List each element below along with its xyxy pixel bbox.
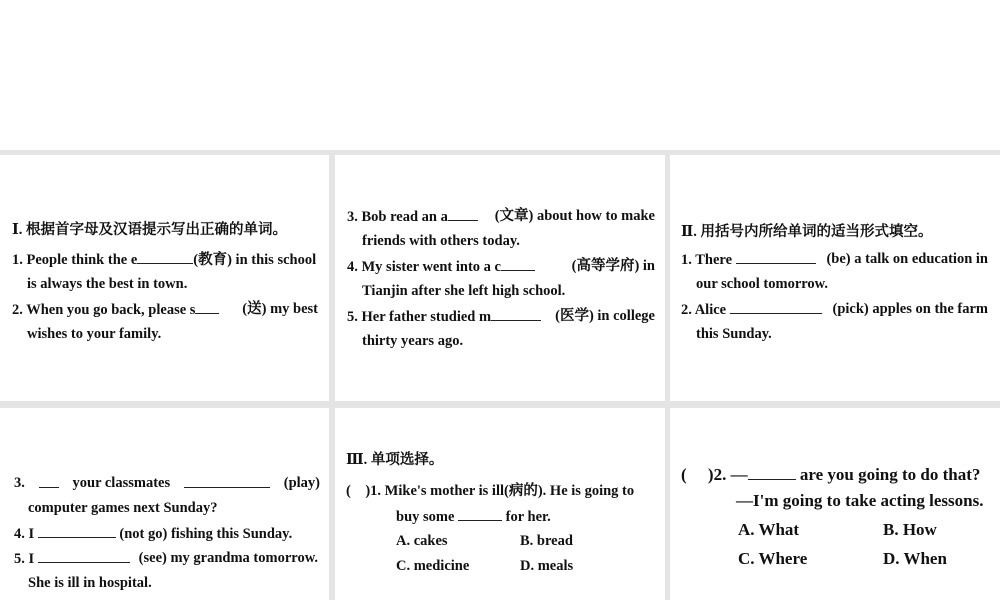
s2-q5-line1 [14, 549, 318, 568]
s3-q1-option-a[interactable]: A. cakes [396, 533, 448, 549]
s1-q4-line2: Tianjin after she left high school. [362, 283, 566, 299]
s3-q2-blank[interactable] [748, 464, 796, 480]
section2-heading: Ⅱ. 用括号内所给单词的适当形式填空。 [681, 224, 933, 240]
s2-q4-text-a: 4. I [14, 526, 35, 542]
s2-q2-blank[interactable] [730, 300, 822, 314]
s2-q3-blank2[interactable] [184, 474, 270, 488]
s3-q2-paren[interactable]: ( [681, 465, 687, 484]
s2-q3-text-c: (play) [283, 475, 320, 491]
s1-q5-blank[interactable] [491, 307, 541, 321]
s2-q2-text-b: (pick) apples on the farm [832, 301, 988, 317]
s1-q4-line1 [347, 257, 655, 276]
s2-q2-line2: this Sunday. [696, 326, 772, 342]
s3-q1-text-a: )1. Mike's mother is ill(病的). He is going to [365, 483, 635, 499]
s1-q5-text-a: 5. Her father studied m [347, 309, 492, 325]
panel-section3-part1 [335, 408, 665, 600]
s2-q1-blank[interactable] [736, 250, 816, 264]
s3-q1-option-b[interactable]: B. bread [520, 533, 573, 549]
s2-q2-text-a: 2. Alice [681, 302, 727, 318]
s3-q2-option-b[interactable]: B. How [883, 520, 937, 539]
s1-q5-text-b: (医学) in college [555, 308, 655, 324]
s3-q1-option-d[interactable]: D. meals [520, 558, 574, 574]
s2-q4-text-b: (not go) fishing this Sunday. [119, 526, 293, 542]
s1-q1-text-b: (教育) in this school [193, 252, 317, 268]
s1-q3-blank[interactable] [448, 207, 478, 221]
worksheet-grid [0, 150, 1000, 600]
s2-q5-text-b: (see) my grandma tomorrow. [138, 550, 318, 566]
s3-q1-line2 [396, 507, 551, 526]
s3-q1-paren[interactable]: ( [346, 483, 351, 499]
s1-q2-text-a: 2. When you go back, please s [12, 302, 196, 318]
s3-q1-blank[interactable] [458, 507, 502, 521]
section3-heading: Ⅲ. 单项选择。 [346, 452, 444, 468]
s1-q2-blank[interactable] [195, 300, 219, 314]
s3-q2-option-d[interactable]: D. When [883, 549, 947, 568]
s3-q1-text-c: for her. [505, 509, 551, 525]
panel-section2-part2 [0, 408, 329, 600]
s1-q1-line2: is always the best in town. [27, 276, 188, 292]
s3-q2-line1 [681, 464, 980, 484]
s2-q4-blank[interactable] [38, 524, 116, 538]
top-blank-area [0, 0, 1000, 150]
s2-q3-line2: computer games next Sunday? [28, 500, 218, 516]
s1-q4-blank[interactable] [501, 257, 535, 271]
s1-q3-text-b: (文章) about how to make [494, 208, 655, 224]
s1-q1-text-a: 1. People think the e [12, 252, 138, 268]
s2-q3-line1 [14, 474, 320, 492]
s2-q4-line1 [14, 524, 292, 543]
section1-heading: Ⅰ. 根据首字母及汉语提示写出正确的单词。 [12, 222, 288, 238]
s2-q1-text-b: (be) a talk on education in [826, 251, 988, 267]
s3-q2-option-c[interactable]: C. Where [738, 549, 808, 568]
s2-q3-text-b: your classmates [72, 475, 171, 491]
s3-q2-text-a: )2. — [707, 465, 748, 484]
s3-q1-option-c[interactable]: C. medicine [396, 558, 470, 574]
s1-q1-line1 [12, 250, 316, 269]
s2-q3-text-a: 3. [14, 475, 25, 491]
s1-q3-line2: friends with others today. [362, 233, 520, 249]
panel-section3-part2 [670, 408, 1000, 600]
s2-q5-blank[interactable] [38, 549, 130, 563]
s3-q1-text-b: buy some [396, 509, 455, 525]
s2-q1-line2: our school tomorrow. [696, 276, 828, 292]
s2-q2-line1 [681, 300, 988, 319]
s3-q2-line2: —I'm going to take acting lessons. [736, 491, 984, 510]
s1-q5-line2: thirty years ago. [362, 333, 464, 349]
s2-q5-text-a: 5. I [14, 551, 35, 567]
s1-q1-blank[interactable] [137, 250, 193, 264]
panel-section1-part1 [0, 155, 329, 401]
panel-section1-part2 [335, 155, 665, 401]
s1-q2-text-b: (送) my best [242, 301, 318, 317]
s2-q3-blank1[interactable] [39, 474, 59, 488]
s3-q1-line1 [346, 482, 634, 500]
s1-q2-line1 [12, 300, 318, 319]
s1-q3-line1 [347, 207, 655, 226]
s1-q2-line2: wishes to your family. [27, 326, 162, 342]
s1-q5-line1 [347, 307, 655, 326]
s2-q1-text-a: 1. There [681, 252, 733, 268]
panel-section2-part1 [670, 155, 1000, 401]
s3-q2-text-b: are you going to do that? [799, 465, 981, 484]
s3-q2-option-a[interactable]: A. What [738, 520, 800, 539]
s1-q3-text-a: 3. Bob read an a [347, 209, 448, 225]
s1-q4-text-b: (高等学府) in [571, 258, 655, 274]
s2-q1-line1 [681, 250, 988, 269]
s2-q5-line2: She is ill in hospital. [28, 575, 152, 591]
s1-q4-text-a: 4. My sister went into a c [347, 259, 501, 275]
